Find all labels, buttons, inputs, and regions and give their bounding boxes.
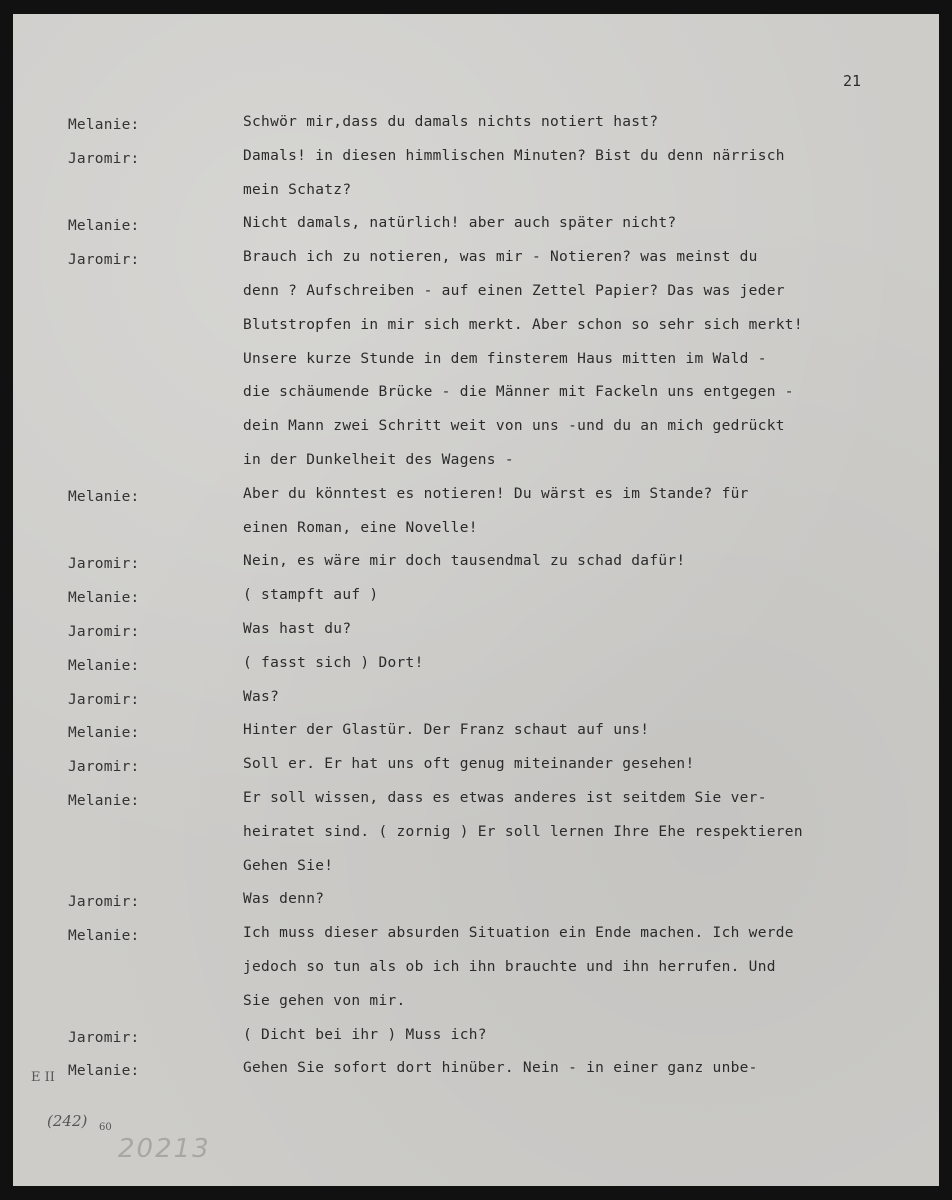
dialogue-line: Nicht damals, natürlich! aber auch später nicht? [243,215,677,232]
dialogue-line: Was hast du? [243,621,352,637]
archive-number: 20213 [118,1134,211,1164]
speaker-name: Melanie: [68,657,140,674]
dialogue-line: mein Schatz? [243,181,352,198]
speaker-name: Melanie: [68,117,140,133]
speaker-name: Melanie: [68,590,140,607]
dialogue-line: Sie gehen von mir. [243,992,406,1009]
dialogue-line: ( stampft auf ) [243,587,379,604]
dialogue-line: Was? [243,688,280,705]
dialogue-line: Nein, es wäre mir doch tausendmal zu schad dafür! [243,553,686,570]
speaker-name: Melanie: [68,488,140,505]
speaker-name: Melanie: [68,725,140,742]
speaker-name: Jaromir: [68,691,140,708]
dialogue-line: Aber du könntest es notieren! Du wärst es im Stande? für [243,485,749,502]
margin-note-sub: 60 [99,1122,112,1133]
dialogue-line: ( Dicht bei ihr ) Muss ich? [243,1026,487,1043]
dialogue-line: Er soll wissen, dass es etwas anderes ist seitdem Sie ver- [243,790,767,806]
speaker-name: Jaromir: [68,624,140,640]
dialogue-line: die schäumende Brücke - die Männer mit Fackeln uns entgegen - [243,384,794,401]
speaker-name: Jaromir: [68,252,140,269]
dialogue-line: Blutstropfen in mir sich merkt. Aber schon so sehr sich merkt! [243,316,803,333]
dialogue-line: einen Roman, eine Novelle! [243,519,478,536]
dialogue-line: heiratet sind. ( zornig ) Er soll lernen Ihre Ehe respektieren [243,823,803,840]
dialogue-line: ( fasst sich ) Dort! [243,654,424,671]
dialogue-line: Gehen Sie! [243,857,334,874]
speaker-name: Jaromir: [68,150,140,167]
dialogue-line: jedoch so tun als ob ich ihn brauchte und ihn herrufen. Und [243,958,776,975]
margin-note-roman: E II [31,1070,55,1085]
speaker-name: Jaromir: [68,759,140,776]
speaker-name: Melanie: [68,218,140,235]
dialogue-line: Damals! in diesen himmlischen Minuten? Bist du denn närrisch [243,147,785,164]
dialogue-line: Hinter der Glastür. Der Franz schaut auf uns! [243,722,650,739]
margin-note-circled: (242) [47,1112,88,1130]
page-number: 21 [843,72,862,90]
dialogue-line: denn ? Aufschreiben - auf einen Zettel Papier? Das was jeder [243,282,785,299]
speaker-name: Jaromir: [68,556,140,573]
dialogue-line: Brauch ich zu notieren, was mir - Notieren? was meinst du [243,249,758,266]
dialogue-line: in der Dunkelheit des Wagens - [243,451,514,468]
dialogue-line: Soll er. Er hat uns oft genug miteinander gesehen! [243,756,695,773]
dialogue-line: Was denn? [243,891,325,908]
dialogue-line: dein Mann zwei Schritt weit von uns -und du an mich gedrückt [243,418,785,435]
speaker-name: Melanie: [68,928,140,945]
speaker-name: Jaromir: [68,894,140,911]
dialogue-line: Gehen Sie sofort dort hinüber. Nein - in einer ganz unbe- [243,1060,758,1077]
dialogue-line: Schwör mir,dass du damals nichts notiert hast? [243,114,659,130]
speaker-name: Melanie: [68,1063,140,1080]
dialogue-line: Ich muss dieser absurden Situation ein Ende machen. Ich werde [243,925,794,942]
dialogue-line: Unsere kurze Stunde in dem finsterem Haus mitten im Wald - [243,350,767,367]
speaker-name: Melanie: [68,793,140,809]
speaker-name: Jaromir: [68,1029,140,1046]
paper-sheet [13,14,939,1186]
